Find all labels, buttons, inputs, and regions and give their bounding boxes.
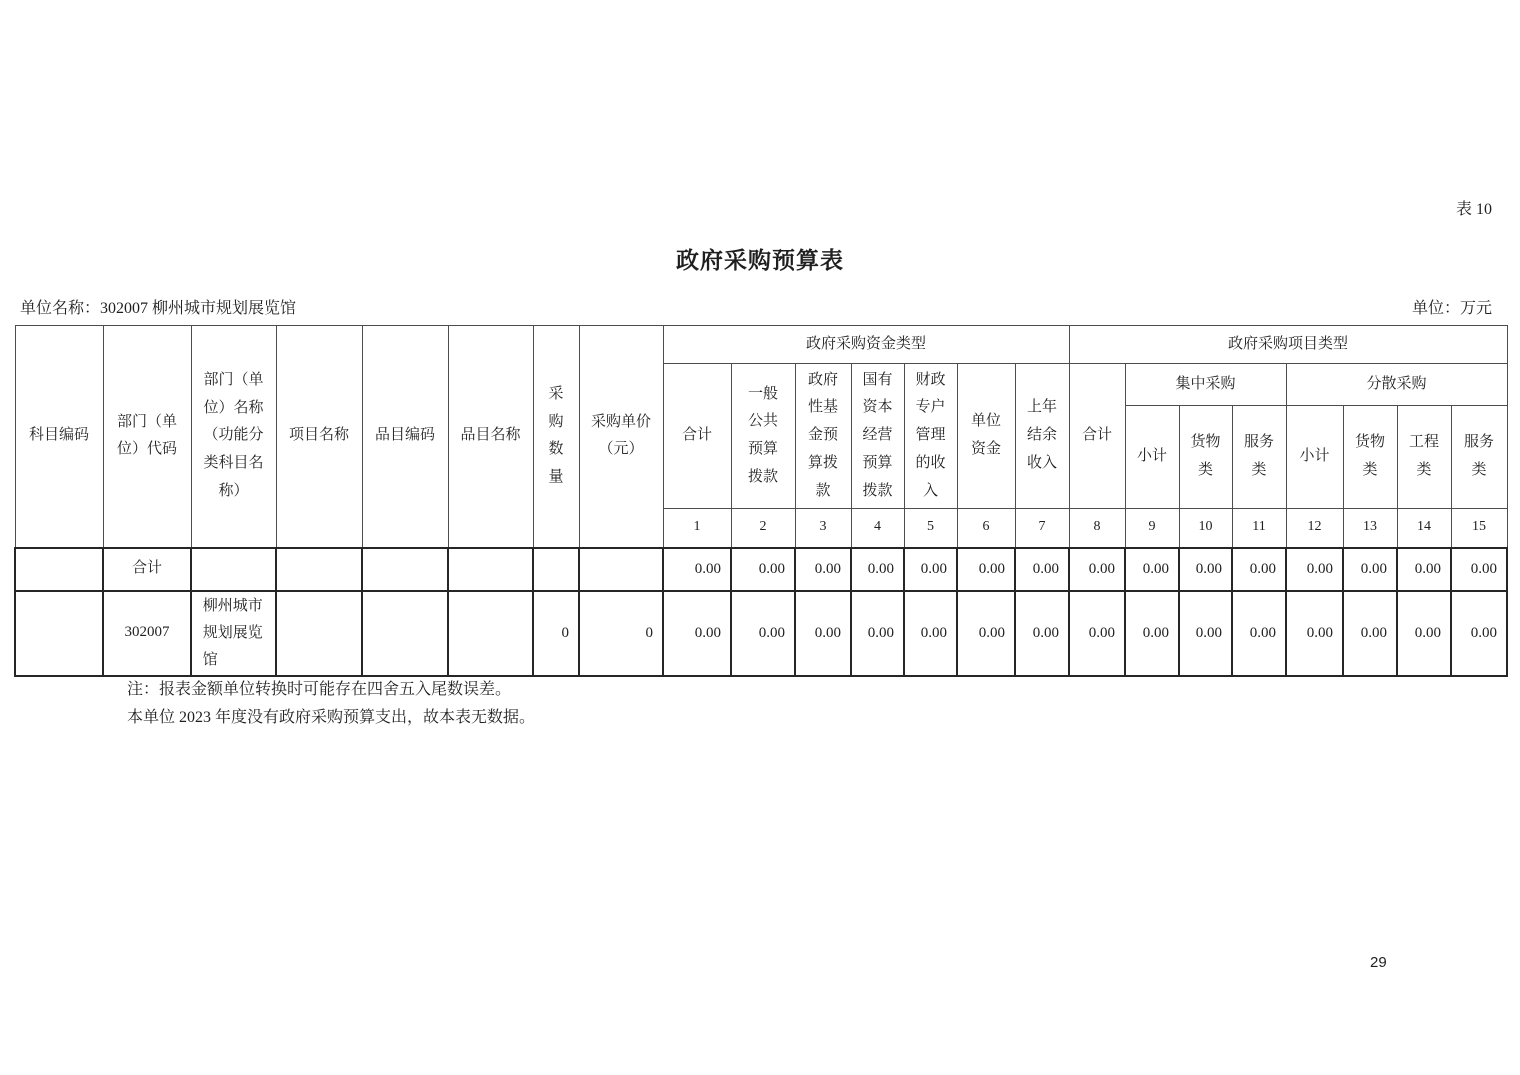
column-number-cell: 1 <box>663 509 731 548</box>
header-fund-total: 合计 <box>663 364 731 509</box>
header-dept-name-text: 部门（单位）名称（功能分类科目名称） <box>203 371 264 499</box>
value-cell: 0.00 <box>663 591 731 676</box>
empty-cell <box>448 591 533 676</box>
table-number-tag: 表 10 <box>1455 201 1492 218</box>
header-item-code: 品目编码 <box>362 326 448 548</box>
value-cell: 0.00 <box>1286 548 1343 591</box>
value-cell: 0.00 <box>731 591 795 676</box>
header-decentralized-goods-text: 货物类 <box>1354 434 1385 478</box>
column-number-cell: 7 <box>1015 509 1069 548</box>
empty-cell <box>362 591 448 676</box>
value-cell: 0.00 <box>1179 548 1232 591</box>
header-dept-name <box>191 326 276 548</box>
total-row-label: 合计 <box>103 548 191 591</box>
header-fund-prev-year-balance <box>1015 364 1069 509</box>
column-number-cell: 8 <box>1069 509 1125 548</box>
value-cell: 0.00 <box>1397 548 1451 591</box>
header-decentralized-group: 分散采购 <box>1286 364 1507 406</box>
column-number-cell: 10 <box>1179 509 1232 548</box>
header-centralized-services <box>1232 406 1286 509</box>
header-fund-state-capital-text: 国有资本经营预算拨款 <box>862 371 893 499</box>
header-purchase-price <box>579 326 663 548</box>
header-fund-gov-fund-text: 政府性基金预算拨款 <box>807 371 838 499</box>
header-fund-type-group: 政府采购资金类型 <box>663 326 1069 364</box>
dept-name-text: 柳州城市规划展览馆 <box>202 597 263 668</box>
empty-cell <box>191 548 276 591</box>
header-fund-prev-year-balance-text: 上年结余收入 <box>1026 399 1057 471</box>
header-dept-code-text: 部门（单位）代码 <box>116 413 177 458</box>
value-cell: 0.00 <box>1069 548 1125 591</box>
value-cell: 0.00 <box>663 548 731 591</box>
header-purchase-qty <box>533 326 579 548</box>
value-cell: 0.00 <box>1125 591 1179 676</box>
empty-cell <box>362 548 448 591</box>
page-number: 29 <box>1370 954 1387 971</box>
note-rounding: 注：报表金额单位转换时可能存在四舍五入尾数误差。 <box>127 681 512 698</box>
dept-name-cell <box>191 591 276 676</box>
header-item-name: 品目名称 <box>448 326 533 548</box>
value-cell: 0.00 <box>1179 591 1232 676</box>
header-fund-unit-fund-text: 单位资金 <box>970 413 1001 457</box>
header-centralized-goods-text: 货物类 <box>1190 434 1221 478</box>
header-centralized-subtotal: 小计 <box>1125 406 1179 509</box>
column-number-cell: 5 <box>904 509 957 548</box>
unit-name-label: 单位名称：302007 柳州城市规划展览馆 <box>20 300 297 317</box>
value-cell: 0.00 <box>1451 548 1507 591</box>
value-cell: 0.00 <box>731 548 795 591</box>
price-cell: 0 <box>579 591 663 676</box>
header-project-name: 项目名称 <box>276 326 362 548</box>
value-cell: 0.00 <box>1232 591 1286 676</box>
header-decentralized-subtotal: 小计 <box>1286 406 1343 509</box>
value-cell: 0.00 <box>795 591 851 676</box>
value-cell: 0.00 <box>1286 591 1343 676</box>
header-purchase-price-text: 采购单价（元） <box>590 413 651 458</box>
header-decentralized-goods <box>1343 406 1397 509</box>
qty-cell: 0 <box>533 591 579 676</box>
table-container <box>14 325 1508 677</box>
header-fund-fiscal-account-text: 财政专户管理的收入 <box>915 371 946 499</box>
empty-cell <box>276 548 362 591</box>
unit-measure-label: 单位：万元 <box>1411 300 1492 317</box>
header-project-type-group: 政府采购项目类型 <box>1069 326 1507 364</box>
header-project-total: 合计 <box>1069 364 1125 509</box>
note-no-data: 本单位 2023 年度没有政府采购预算支出，故本表无数据。 <box>127 709 536 726</box>
procurement-budget-table <box>14 325 1508 677</box>
value-cell: 0.00 <box>1397 591 1451 676</box>
value-cell: 0.00 <box>851 591 904 676</box>
header-decentralized-services <box>1451 406 1507 509</box>
header-subject-code: 科目编码 <box>15 326 103 548</box>
column-number-cell: 9 <box>1125 509 1179 548</box>
value-cell: 0.00 <box>1069 591 1125 676</box>
empty-cell <box>15 548 103 591</box>
header-fund-unit-fund <box>957 364 1015 509</box>
value-cell: 0.00 <box>1343 548 1397 591</box>
header-fund-gov-fund <box>795 364 851 509</box>
value-cell: 0.00 <box>1343 591 1397 676</box>
header-decentralized-services-text: 服务类 <box>1463 434 1494 478</box>
value-cell: 0.00 <box>851 548 904 591</box>
empty-cell <box>448 548 533 591</box>
value-cell: 0.00 <box>904 548 957 591</box>
header-fund-fiscal-account <box>904 364 957 509</box>
dept-code-cell: 302007 <box>103 591 191 676</box>
column-number-cell: 6 <box>957 509 1015 548</box>
header-dept-code <box>103 326 191 548</box>
value-cell: 0.00 <box>1015 591 1069 676</box>
value-cell: 0.00 <box>904 591 957 676</box>
column-number-cell: 13 <box>1343 509 1397 548</box>
column-number-cell: 4 <box>851 509 904 548</box>
empty-cell <box>276 591 362 676</box>
empty-cell <box>533 548 579 591</box>
value-cell: 0.00 <box>1015 548 1069 591</box>
column-number-cell: 12 <box>1286 509 1343 548</box>
page-title: 政府采购预算表 <box>676 248 844 273</box>
column-number-cell: 11 <box>1232 509 1286 548</box>
header-fund-state-capital <box>851 364 904 509</box>
value-cell: 0.00 <box>1451 591 1507 676</box>
header-decentralized-engineering <box>1397 406 1451 509</box>
column-number-cell: 15 <box>1451 509 1507 548</box>
column-number-cell: 2 <box>731 509 795 548</box>
header-fund-general-public <box>731 364 795 509</box>
column-number-cell: 14 <box>1397 509 1451 548</box>
value-cell: 0.00 <box>1232 548 1286 591</box>
empty-cell <box>579 548 663 591</box>
header-centralized-goods <box>1179 406 1232 509</box>
column-number-cell: 3 <box>795 509 851 548</box>
header-purchase-qty-text: 采购数量 <box>548 385 564 485</box>
header-decentralized-engineering-text: 工程类 <box>1408 434 1439 478</box>
header-fund-general-public-text: 一般公共预算拨款 <box>747 385 778 485</box>
value-cell: 0.00 <box>957 548 1015 591</box>
empty-cell <box>15 591 103 676</box>
value-cell: 0.00 <box>1125 548 1179 591</box>
header-centralized-group: 集中采购 <box>1125 364 1286 406</box>
value-cell: 0.00 <box>957 591 1015 676</box>
value-cell: 0.00 <box>795 548 851 591</box>
header-centralized-services-text: 服务类 <box>1243 434 1274 478</box>
table-notes <box>127 676 535 732</box>
